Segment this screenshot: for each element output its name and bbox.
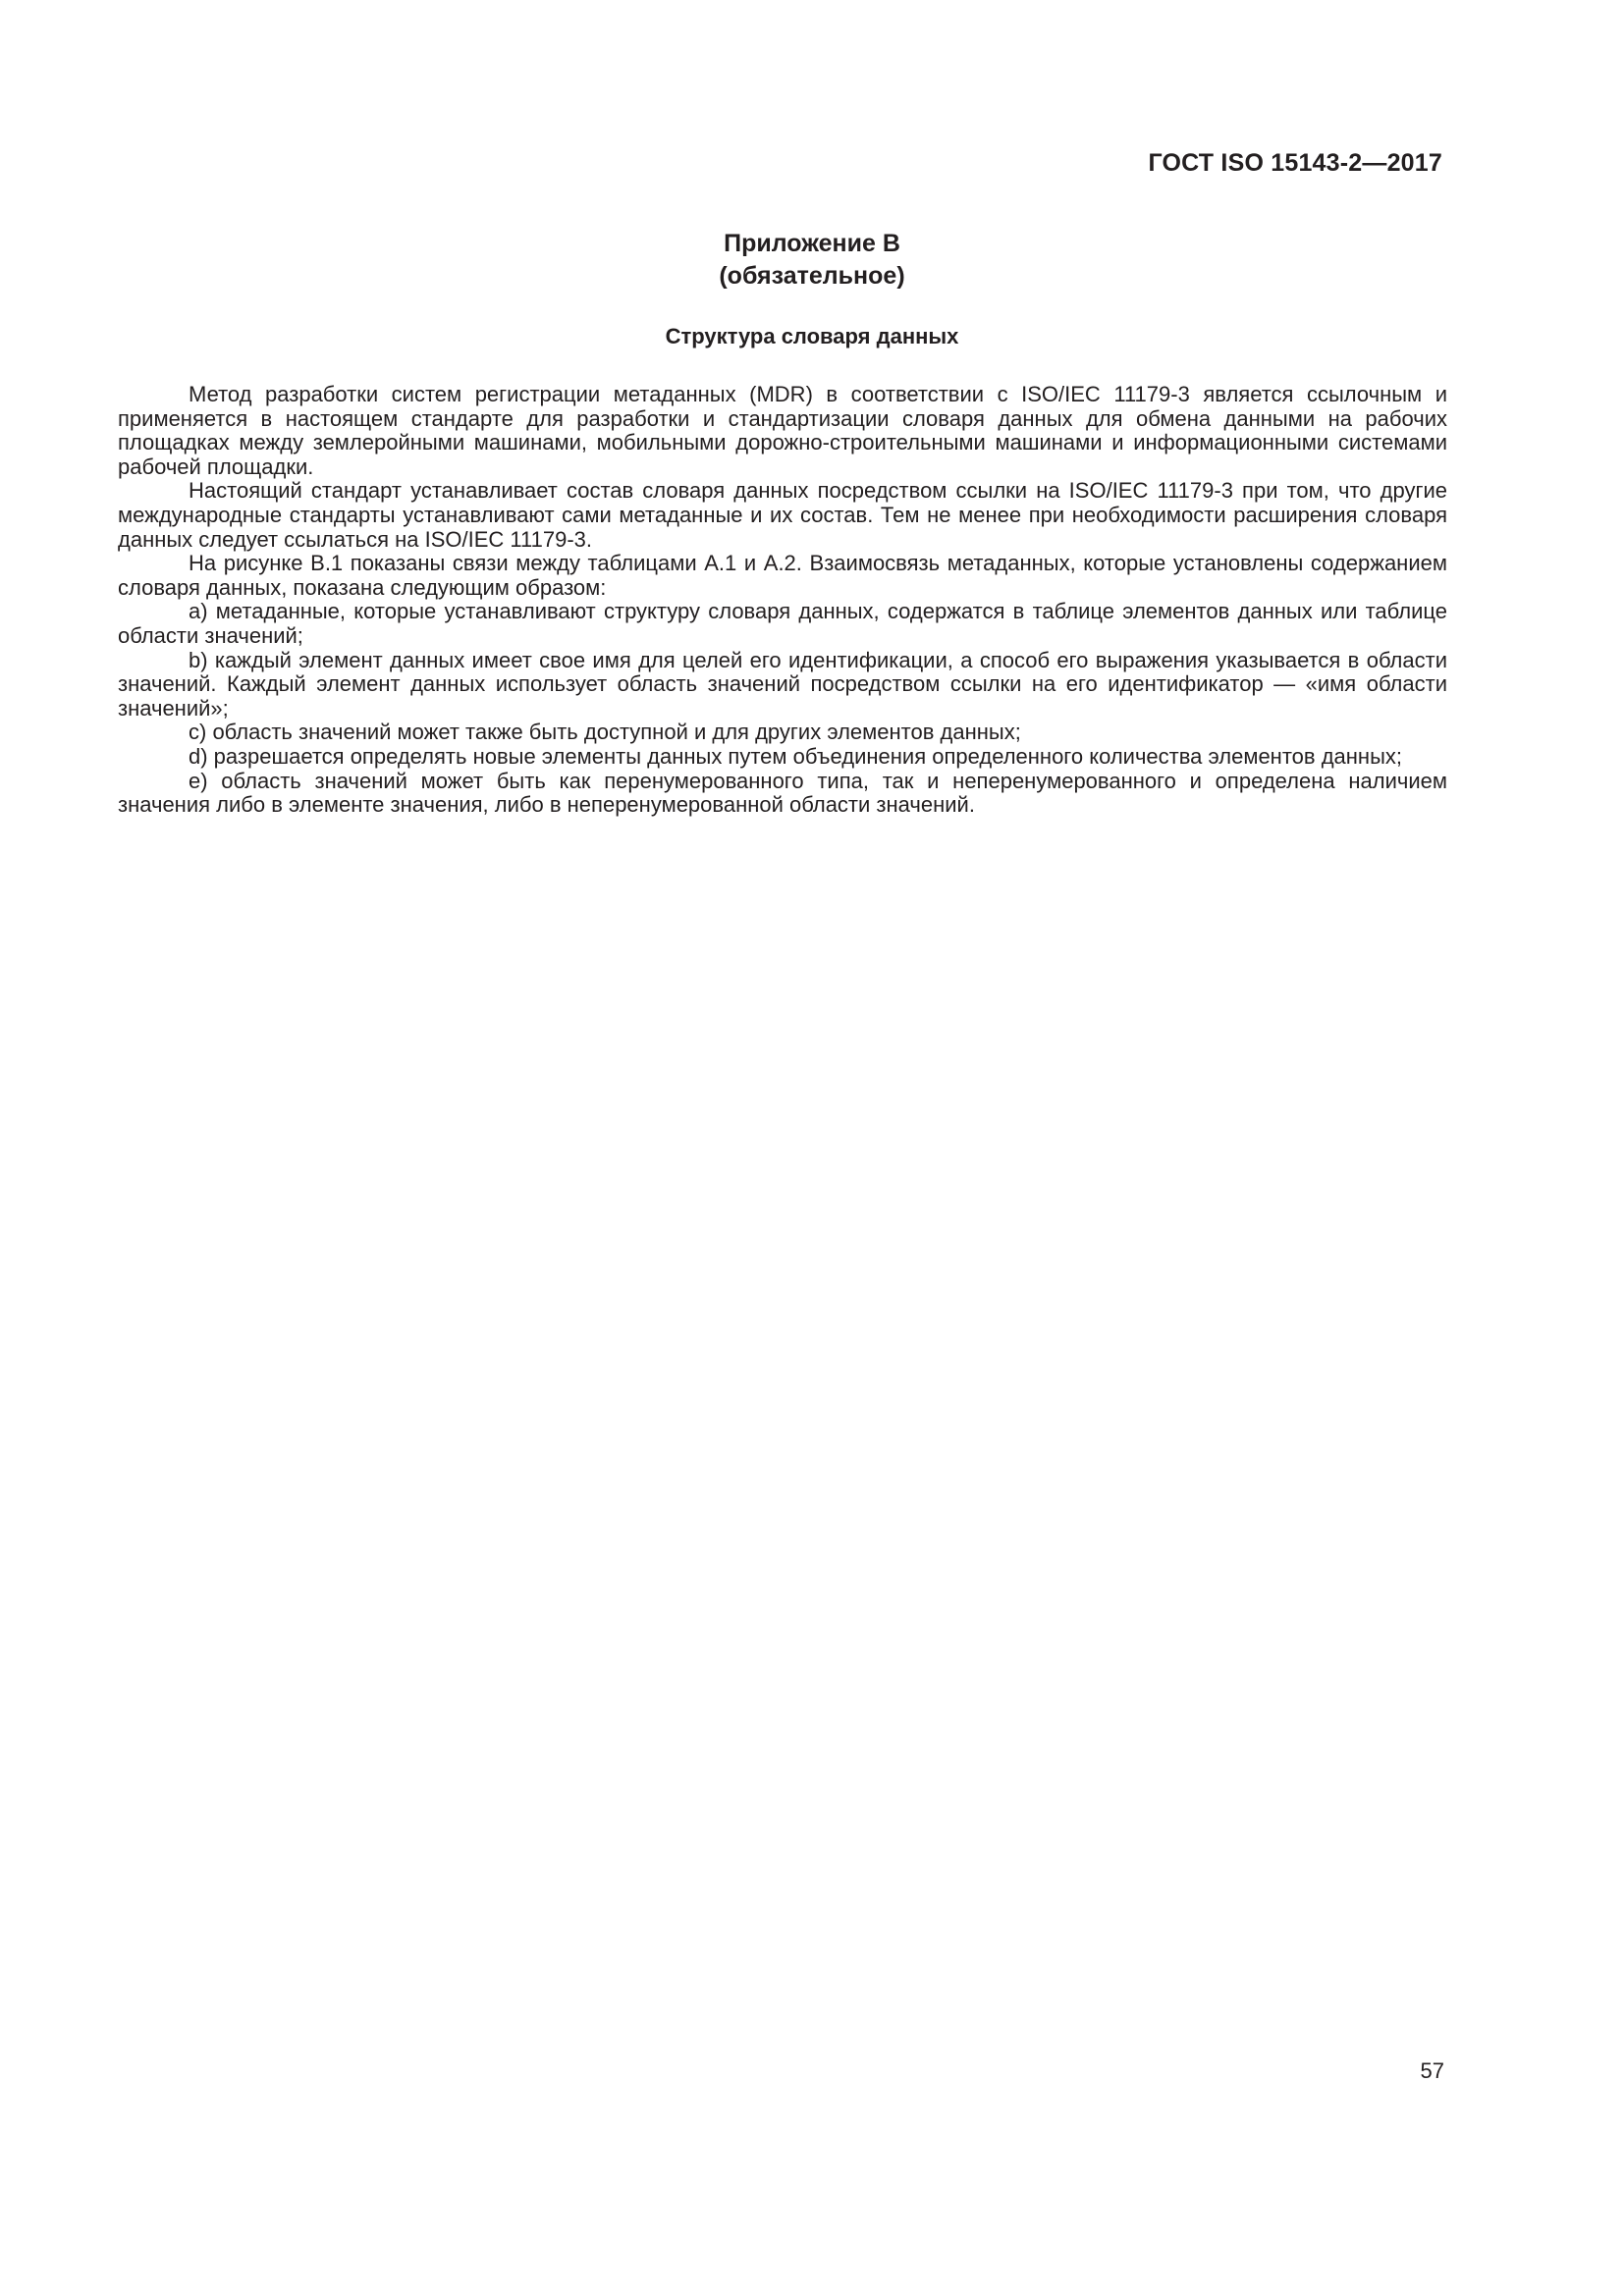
annex-status: (обязательное)	[719, 262, 905, 290]
document-code: ГОСТ ISO 15143-2—2017	[1148, 149, 1442, 177]
list-item: a) метаданные, которые устанавливают структуру словаря данных, содержатся в таблице элементов данных или таблице области значений;	[118, 599, 1447, 648]
list-item: d) разрешается определять новые элементы данных путем объединения определенного количества элементов данных;	[189, 743, 1402, 769]
paragraph: На рисунке В.1 показаны связи между таблицами А.1 и А.2. Взаимосвязь метаданных, которые установлены содержанием словаря данных, показана следующим образом:	[118, 551, 1447, 600]
page-number: 57	[1420, 2058, 1444, 2083]
list-item: e) область значений может быть как перенумерованного типа, так и неперенумерованного и определена наличием значения либо в элементе значения, либо в неперенумерованной области значений.	[118, 768, 1447, 818]
paragraph: Настоящий стандарт устанавливает состав словаря данных посредством ссылки на ISO/IEC 11179-3 при том, что другие международные стандарты устанавливают сами метаданные и их состав. Тем не менее при необходимости расширения словаря данных следует ссылаться на ISO/IEC 11179-3.	[118, 478, 1447, 552]
body-text	[118, 383, 1447, 818]
annex-title: Приложение В	[724, 230, 900, 257]
list-item: c) область значений может также быть доступной и для других элементов данных;	[189, 720, 1021, 745]
section-title: Структура словаря данных	[665, 324, 959, 348]
paragraph: Метод разработки систем регистрации метаданных (MDR) в соответствии с ISO/IEC 11179-3 является ссылочным и применяется в настоящем стандарте для разработки и стандартизации словаря данных для обмена данными на рабочих площадках между землеройными машинами, мобильными дорожно-строительными машинами и информационными системами рабочей площадки.	[118, 382, 1447, 479]
annex-heading	[0, 228, 1624, 293]
list-item: b) каждый элемент данных имеет свое имя для целей его идентификации, а способ его выражения указывается в области значений. Каждый элемент данных использует область значений посредством ссылки на его идентификатор — «имя области значений»;	[118, 647, 1447, 721]
